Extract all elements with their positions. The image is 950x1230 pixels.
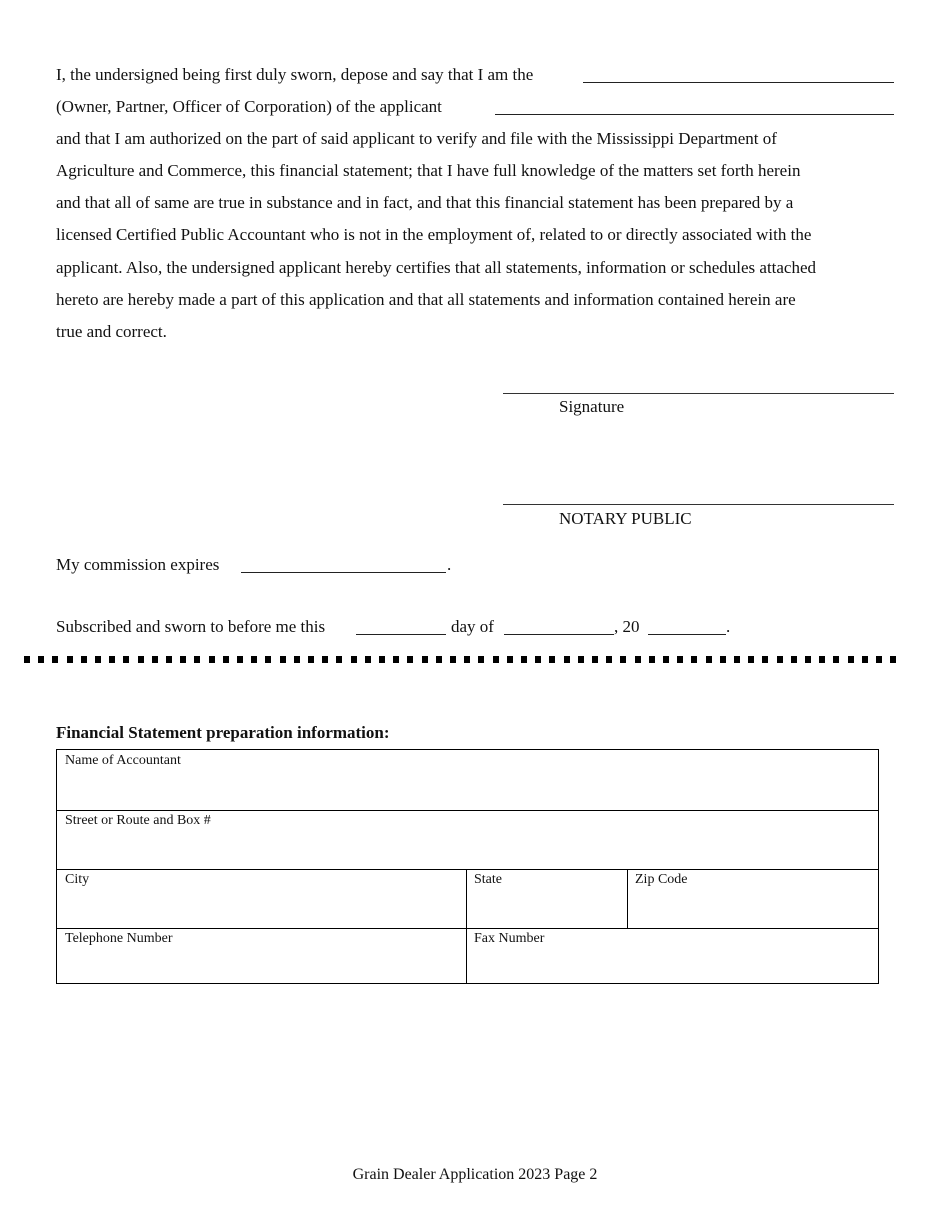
separator-dash (407, 656, 413, 663)
separator-dash (493, 656, 499, 663)
separator-dash (422, 656, 428, 663)
separator-dash (336, 656, 342, 663)
street-label: Street or Route and Box # (65, 813, 211, 828)
separator-dash (791, 656, 797, 663)
separator-dash (322, 656, 328, 663)
separator-dash (677, 656, 683, 663)
separator-dash (38, 656, 44, 663)
city-label: City (65, 872, 90, 887)
zip-label: Zip Code (635, 872, 688, 887)
separator-dash (478, 656, 484, 663)
separator-dash (251, 656, 257, 663)
sworn-day-of: day of (451, 617, 494, 636)
notary-signature-line[interactable] (503, 504, 894, 505)
separator-dash (265, 656, 271, 663)
notary-label: NOTARY PUBLIC (559, 509, 692, 528)
separator-dash (237, 656, 243, 663)
separator-dash (848, 656, 854, 663)
fax-field[interactable] (467, 929, 878, 983)
commission-date-blank[interactable] (241, 572, 446, 573)
separator-dash (535, 656, 541, 663)
separator-dash (649, 656, 655, 663)
separator-dash (819, 656, 825, 663)
separator-dash (24, 656, 30, 663)
separator-dash (549, 656, 555, 663)
signature-label: Signature (559, 397, 625, 416)
affidavit-body-line: true and correct. (56, 322, 167, 341)
separator-dash (223, 656, 229, 663)
separator-dash (109, 656, 115, 663)
separator-dash (138, 656, 144, 663)
accountant-name-label: Name of Accountant (65, 753, 181, 768)
separator-dash (280, 656, 286, 663)
sworn-label: Subscribed and sworn to before me this (56, 617, 326, 636)
sworn-day-blank[interactable] (356, 634, 446, 635)
separator-dash (805, 656, 811, 663)
title-blank-line[interactable] (583, 82, 894, 83)
separator-dash (578, 656, 584, 663)
separator-dash (166, 656, 172, 663)
city-field[interactable] (57, 870, 466, 928)
separator-dash (379, 656, 385, 663)
sworn-period: . (726, 617, 731, 636)
prep-info-form (56, 749, 879, 984)
separator-dash (564, 656, 570, 663)
separator-dash (464, 656, 470, 663)
separator-dash (52, 656, 58, 663)
separator-dash (365, 656, 371, 663)
separator-dash (294, 656, 300, 663)
affidavit-body-line: Agriculture and Commerce, this financial statement; that I have full knowledge of the matters set forth herein (56, 161, 801, 180)
separator-dash (95, 656, 101, 663)
separator-dash (620, 656, 626, 663)
separator-dash (521, 656, 527, 663)
affidavit-body-line: licensed Certified Public Accountant who is not in the employment of, related to or directly associated with the (56, 225, 812, 244)
commission-period: . (447, 555, 452, 574)
separator-dash (777, 656, 783, 663)
separator-dash (606, 656, 612, 663)
separator-dash (308, 656, 314, 663)
separator-dash (393, 656, 399, 663)
accountant-name-field[interactable] (57, 750, 878, 810)
affidavit-body-line: and that I am authorized on the part of said applicant to verify and file with the Mississippi Department of (56, 129, 777, 148)
prep-info-title: Financial Statement preparation information: (56, 723, 390, 742)
separator-dash (450, 656, 456, 663)
affidavit-body-line: applicant. Also, the undersigned applicant hereby certifies that all statements, information or schedules attached (56, 258, 817, 277)
separator-dash (152, 656, 158, 663)
separator-dash (351, 656, 357, 663)
affidavit-body-line: and that all of same are true in substance and in fact, and that this financial statement has been prepared by a (56, 193, 794, 212)
separator-dash (720, 656, 726, 663)
fax-label: Fax Number (474, 931, 545, 946)
sworn-year-blank[interactable] (648, 634, 726, 635)
street-field[interactable] (57, 811, 878, 869)
separator-dash (862, 656, 868, 663)
separator-dash (734, 656, 740, 663)
signature-line[interactable] (503, 393, 894, 394)
separator-dash (507, 656, 513, 663)
separator-dash (67, 656, 73, 663)
sworn-month-blank[interactable] (504, 634, 614, 635)
separator-dash (81, 656, 87, 663)
separator-dash (635, 656, 641, 663)
separator-dash (890, 656, 896, 663)
state-label: State (474, 872, 502, 887)
affidavit-line-1: I, the undersigned being first duly sworn, depose and say that I am the (56, 65, 534, 84)
telephone-field[interactable] (57, 929, 466, 983)
separator-dash (209, 656, 215, 663)
separator-dash (833, 656, 839, 663)
separator-dash (180, 656, 186, 663)
separator-dash (706, 656, 712, 663)
separator-dash (876, 656, 882, 663)
separator-dash (194, 656, 200, 663)
affidavit-line-2: (Owner, Partner, Officer of Corporation) of the applicant (56, 97, 442, 116)
affidavit-body-line: hereto are hereby made a part of this application and that all statements and information contained herein are (56, 290, 796, 309)
separator-dash (123, 656, 129, 663)
cut-line-separator (24, 656, 900, 663)
separator-dash (663, 656, 669, 663)
separator-dash (436, 656, 442, 663)
separator-dash (691, 656, 697, 663)
separator-dash (762, 656, 768, 663)
separator-dash (592, 656, 598, 663)
page-footer: Grain Dealer Application 2023 Page 2 (352, 1166, 598, 1183)
zip-field[interactable] (628, 870, 878, 928)
state-field[interactable] (467, 870, 627, 928)
telephone-label: Telephone Number (65, 931, 173, 946)
commission-label: My commission expires (56, 555, 220, 574)
separator-dash (748, 656, 754, 663)
applicant-blank-line[interactable] (495, 114, 894, 115)
sworn-year-prefix: , 20 (614, 617, 640, 636)
